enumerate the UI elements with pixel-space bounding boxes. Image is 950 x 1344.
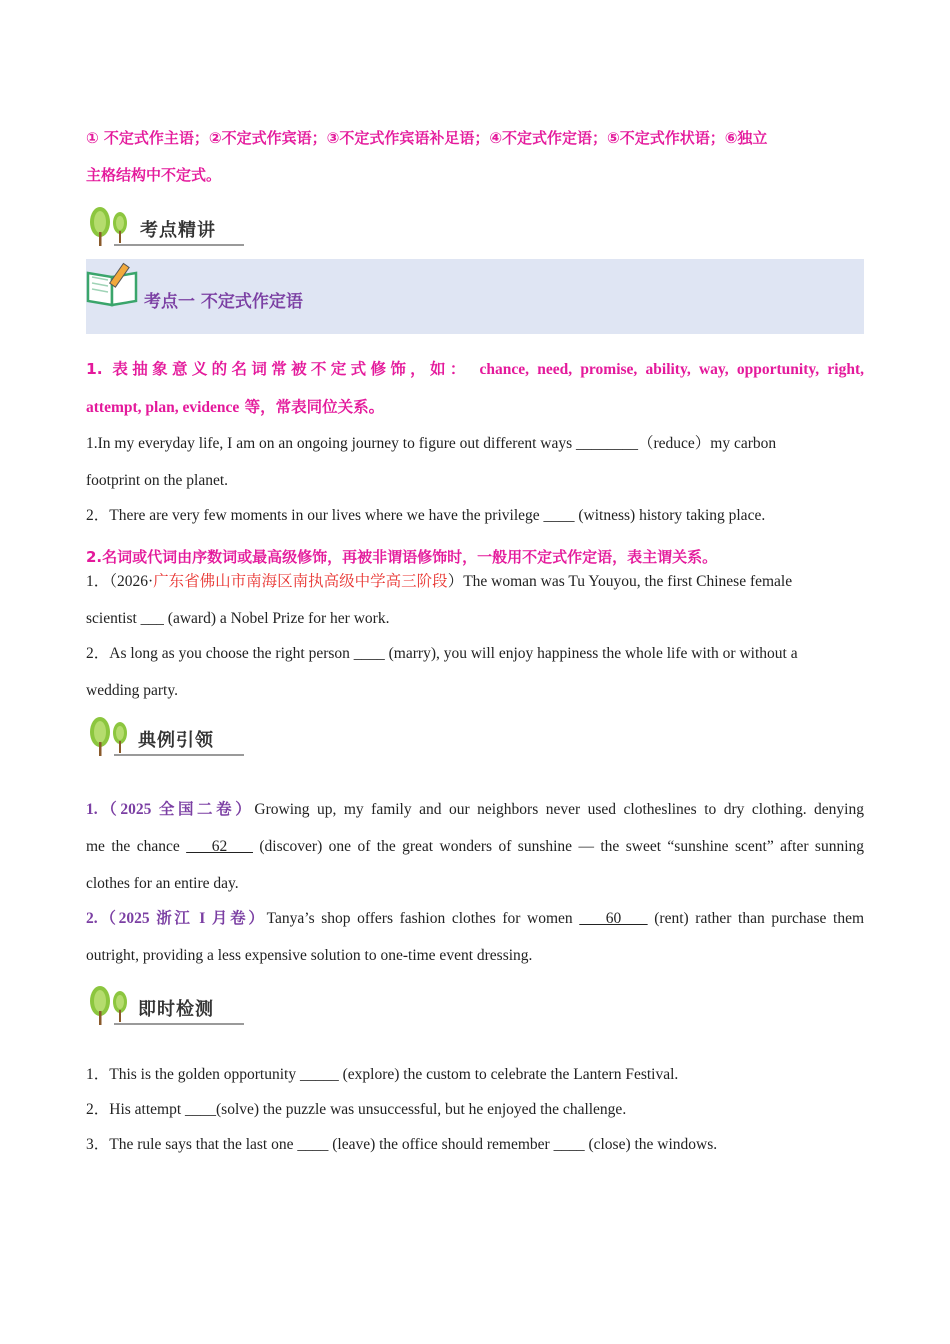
section-header-dianli xyxy=(86,714,246,760)
question-text: me the chance xyxy=(86,838,187,855)
question-label: 2.（2025 浙江 I 月卷） xyxy=(86,910,267,927)
question-text: Growing up, my family and our neighbors never used clotheslines to dry clothing. denying xyxy=(254,801,864,818)
section-title: 即时检测 xyxy=(138,999,214,1020)
banner-title: 考点一 不定式作定语 xyxy=(144,292,303,312)
rule-1-line-2 xyxy=(86,396,864,419)
section-title: 典例引领 xyxy=(138,730,214,751)
dianli-q1-line-1 xyxy=(86,799,864,821)
rule-1-cn-2: 等，常表同位关系。 xyxy=(244,398,385,416)
section-header-jishi xyxy=(86,983,246,1029)
rule-2-example-2-line-1: 2．As long as you choose the right person ____ (marry), you will enjoy happiness the whole life with or without a xyxy=(86,645,798,662)
answer-blank: 60 xyxy=(579,910,648,927)
rule-2: 2.名词或代词由序数词或最高级修饰，再被非谓语修饰时，一般用不定式作定语，表主谓关系。 xyxy=(86,548,718,566)
section-underline xyxy=(114,244,244,246)
rule-1-en: chance, need, promise, ability, way, opportunity, right, xyxy=(479,361,864,378)
dianli-q2-line-1 xyxy=(86,908,864,930)
example-2-line: 2．There are very few moments in our lives where we have the privilege ____ (witness) history taking place. xyxy=(86,507,766,524)
section-header-kaodian xyxy=(86,204,246,250)
jishi-q3: 3．The rule says that the last one ____ (leave) the office should remember ____ (close) the windows. xyxy=(86,1136,718,1153)
example-source: 广东省佛山市南海区南执高级中学高三阶段 xyxy=(153,573,448,590)
jishi-q2: 2．His attempt ____(solve) the puzzle was unsuccessful, but he enjoyed the challenge. xyxy=(86,1101,627,1118)
rule-2-example-1-line-1 xyxy=(86,571,864,593)
intro-line-2: 主格结构中不定式。 xyxy=(86,166,222,184)
dianli-q1-line-3: clothes for an entire day. xyxy=(86,875,239,892)
intro-line-1: ① 不定式作主语；②不定式作宾语；③不定式作宾语补足语；④不定式作定语；⑤不定式作状语；⑥独立 xyxy=(86,129,768,147)
rule-2-example-2-line-2: wedding party. xyxy=(86,682,178,699)
example-1-line-1: 1.In my everyday life, I am on an ongoing journey to figure out different ways ________（reduce）my carbon xyxy=(86,435,777,452)
question-text: (rent) rather than purchase them xyxy=(647,910,865,927)
topic-banner xyxy=(86,259,864,334)
question-text: (discover) one of the great wonders of sunshine — the sweet “sunshine scent” after sunning xyxy=(252,838,865,855)
rule-1-line-1 xyxy=(86,358,864,381)
example-1-line-2: footprint on the planet. xyxy=(86,472,229,489)
dianli-q2-line-2: outright, providing a less expensive solution to one-time event dressing. xyxy=(86,947,533,964)
question-text: Tanya’s shop offers fashion clothes for women xyxy=(266,910,580,927)
section-title: 考点精讲 xyxy=(140,220,216,241)
section-underline xyxy=(114,754,244,756)
rule-1-en-2: attempt, plan, evidence xyxy=(86,399,240,416)
rule-1-cn: 1. 表抽象意义的名词常被不定式修饰，如： xyxy=(86,360,470,378)
dianli-q1-line-2 xyxy=(86,836,864,858)
jishi-q1: 1．This is the golden opportunity _____ (explore) the custom to celebrate the Lantern Festival. xyxy=(86,1066,679,1083)
example-number: 1．（2026· xyxy=(86,573,154,590)
notebook-pencil-icon xyxy=(86,261,142,307)
answer-blank: 62 xyxy=(186,838,253,855)
section-underline xyxy=(114,1023,244,1025)
rule-2-example-1-line-2: scientist ___ (award) a Nobel Prize for her work. xyxy=(86,610,390,627)
example-text: ）The woman was Tu Youyou, the first Chinese female xyxy=(447,573,793,590)
question-label: 1.（2025 全国二卷） xyxy=(86,801,255,818)
